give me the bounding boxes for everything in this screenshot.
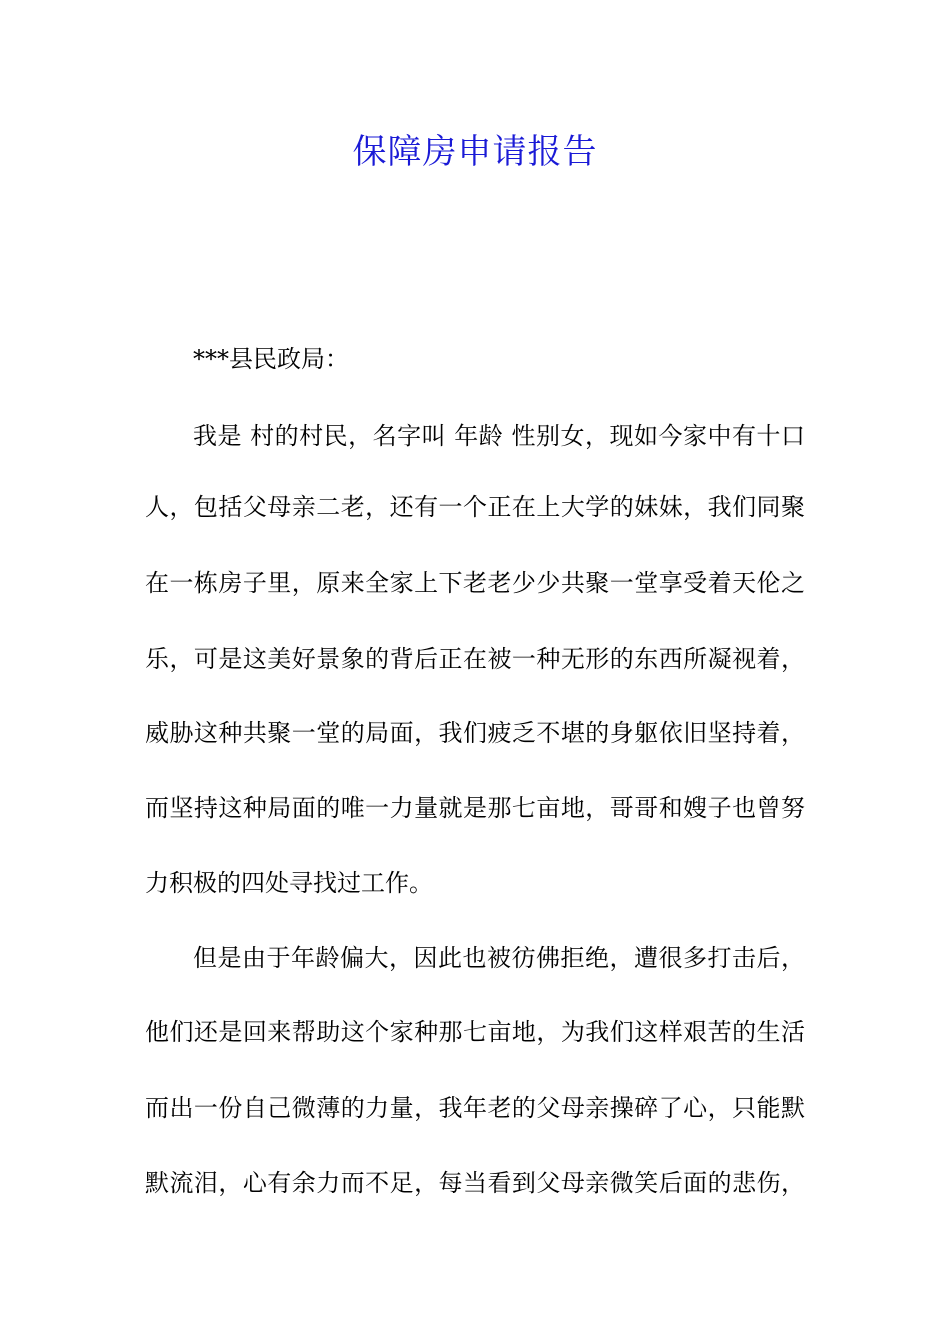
- paragraph-line: 乐，可是这美好景象的背后正在被一种无形的东西所凝视着，: [145, 645, 805, 673]
- paragraph-line: 在一栋房子里，原来全家上下老老少少共聚一堂享受着天伦之: [145, 569, 805, 597]
- paragraph-line: 我是 村的村民，名字叫 年龄 性别女，现如今家中有十口: [193, 422, 805, 450]
- paragraph-line: 威胁这种共聚一堂的局面，我们疲乏不堪的身躯依旧坚持着，: [145, 719, 805, 747]
- paragraph-line: 默流泪，心有余力而不足，每当看到父母亲微笑后面的悲伤，: [145, 1169, 805, 1197]
- salutation: ***县民政局：: [193, 345, 349, 373]
- paragraph-line: 而出一份自己微薄的力量，我年老的父母亲操碎了心，只能默: [145, 1094, 805, 1122]
- paragraph-line: 人，包括父母亲二老，还有一个正在上大学的妹妹，我们同聚: [145, 493, 805, 521]
- paragraph-line: 但是由于年龄偏大，因此也被彷佛拒绝，遭很多打击后，: [193, 944, 805, 972]
- document-title: 保障房申请报告: [352, 132, 598, 172]
- paragraph-line: 而坚持这种局面的唯一力量就是那七亩地，哥哥和嫂子也曾努: [145, 794, 805, 822]
- paragraph-line: 他们还是回来帮助这个家种那七亩地，为我们这样艰苦的生活: [145, 1018, 805, 1046]
- paragraph-line: 力积极的四处寻找过工作。: [145, 869, 433, 897]
